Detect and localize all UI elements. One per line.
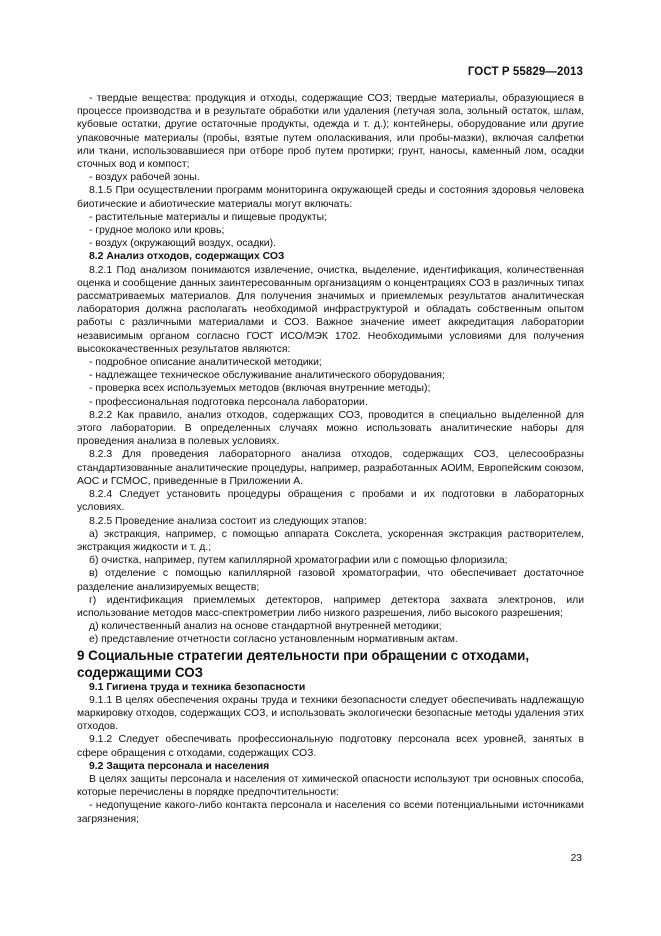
- list-item: - воздух рабочей зоны.: [89, 172, 200, 184]
- section-heading: 9.1 Гигиена труда и техника безопасности: [89, 681, 306, 693]
- paragraph: 8.2.4 Следует установить процедуры обращения с пробами и их подготовки в лабораторных условиях.: [77, 489, 584, 514]
- list-item: д) количественный анализ на основе стандартной внутренней методики;: [89, 621, 442, 633]
- paragraph: 9.1.2 Следует обеспечивать профессиональную подготовку персонала всех уровней, занятых в сфере обращения с отходами, содержащих СОЗ.: [77, 734, 584, 759]
- paragraph: 8.2.2 Как правило, анализ отходов, содержащих СОЗ, проводится в специально выделенной для этого лаборатории. В определенных случаях можно использовать аналитические наборы для проведения анализа в полевых условиях.: [77, 409, 584, 448]
- paragraph: 8.1.5 При осуществлении программ мониторинга окружающей среды и состояния здоровья человека биотические и абиотические материалы могут включать:: [77, 185, 584, 210]
- list-item: - проверка всех используемых методов (включая внутренние методы);: [89, 383, 431, 395]
- list-item: - надлежащее техническое обслуживание аналитического оборудования;: [89, 370, 445, 382]
- paragraph: 8.2.5 Проведение анализа состоит из следующих этапов:: [89, 515, 367, 527]
- list-item: - недопущение какого-либо контакта персонала и населения со всеми потенциальными источниками загрязнения;: [77, 800, 584, 825]
- list-item: г) идентификация приемлемых детекторов, например детектора захвата электронов, или использование методов масс-спектрометрии либо низкого разрешения, либо высокого разрешения;: [77, 594, 584, 619]
- list-item: - растительные материалы и пищевые продукты;: [89, 211, 327, 223]
- list-item: в) отделение с помощью капиллярной газовой хроматографии, что обеспечивает достаточное разделение анализируемых веществ;: [77, 568, 584, 593]
- paragraph: - твердые вещества: продукция и отходы, содержащие СОЗ; твердые материалы, образующиеся в процессе производства и в результате обработки или удаления (летучая зола, зольный остаток, шлам, кубовые остатки, другие остаточные продукты, одежда и т. д.); контейнеры, оборудование или другие упаковочные материалы (пробы, взятые путем ополаскивания, или пробы-мазки), включая салфетки или ткани, использовавшиеся при отборе проб путем протирки; грунт, наносы, каменный лом, осадки сточных вод и компост;: [77, 93, 584, 171]
- document-header: ГОСТ Р 55829—2013: [467, 66, 583, 78]
- section-heading: 9.2 Защита персонала и населения: [89, 760, 270, 772]
- paragraph: 8.2.1 Под анализом понимаются извлечение, очистка, выделение, идентификация, количественная оценка и сообщение данных заинтересованным организациям о концентрациях СОЗ в различных типах рассматриваемых материалов. Для получения значимых и приемлемых результатов аналитическая лаборатория должна располагать необходимой инфраструктурой и обладать собственным опытом работы с различными материалами и СОЗ. Важное значение имеет аккредитация лаборатории независимым органом согласно ГОСТ ИСО/МЭК 1702. Необходимыми условиями для получения высококачественных результатов являются:: [77, 264, 584, 355]
- list-item: б) очистка, например, путем капиллярной хроматографии или с помощью флоризила;: [89, 555, 508, 567]
- list-item: е) представление отчетности согласно установленным нормативным актам.: [89, 634, 458, 646]
- chapter-heading: 9 Социальные стратегии деятельности при обращении с отходами, содержащими СОЗ: [77, 647, 530, 680]
- list-item: - профессиональная подготовка персонала лаборатории.: [89, 396, 368, 408]
- document-body: [77, 92, 584, 826]
- section-heading: 8.2 Анализ отходов, содержащих СОЗ: [89, 251, 285, 263]
- page-number: 23: [570, 853, 582, 864]
- paragraph: 8.2.3 Для проведения лабораторного анализа отходов, содержащих СОЗ, целесообразны стандартизованные аналитические процедуры, например, разработанных АОИМ, Европейским союзом, АОС и ГСМОС, приведенные в Приложении А.: [77, 449, 584, 487]
- list-item: - воздух (окружающий воздух, осадки).: [89, 238, 276, 250]
- list-item: - подробное описание аналитической методики;: [89, 357, 322, 369]
- list-item: а) экстракция, например, с помощью аппарата Сокслета, ускоренная экстракция растворителем, экстракция жидкости и т. д.;: [77, 528, 584, 553]
- paragraph: В целях защиты персонала и населения от химической опасности используют три основных способа, которые перечислены в порядке предпочтительности:: [77, 773, 584, 799]
- list-item: - грудное молоко или кровь;: [89, 225, 225, 237]
- paragraph: 9.1.1 В целях обеспечения охраны труда и техники безопасности следует обеспечивать надлежащую маркировку отходов, содержащих СОЗ, и использовать экологически безопасные методы удаления этих отходов.: [77, 694, 584, 733]
